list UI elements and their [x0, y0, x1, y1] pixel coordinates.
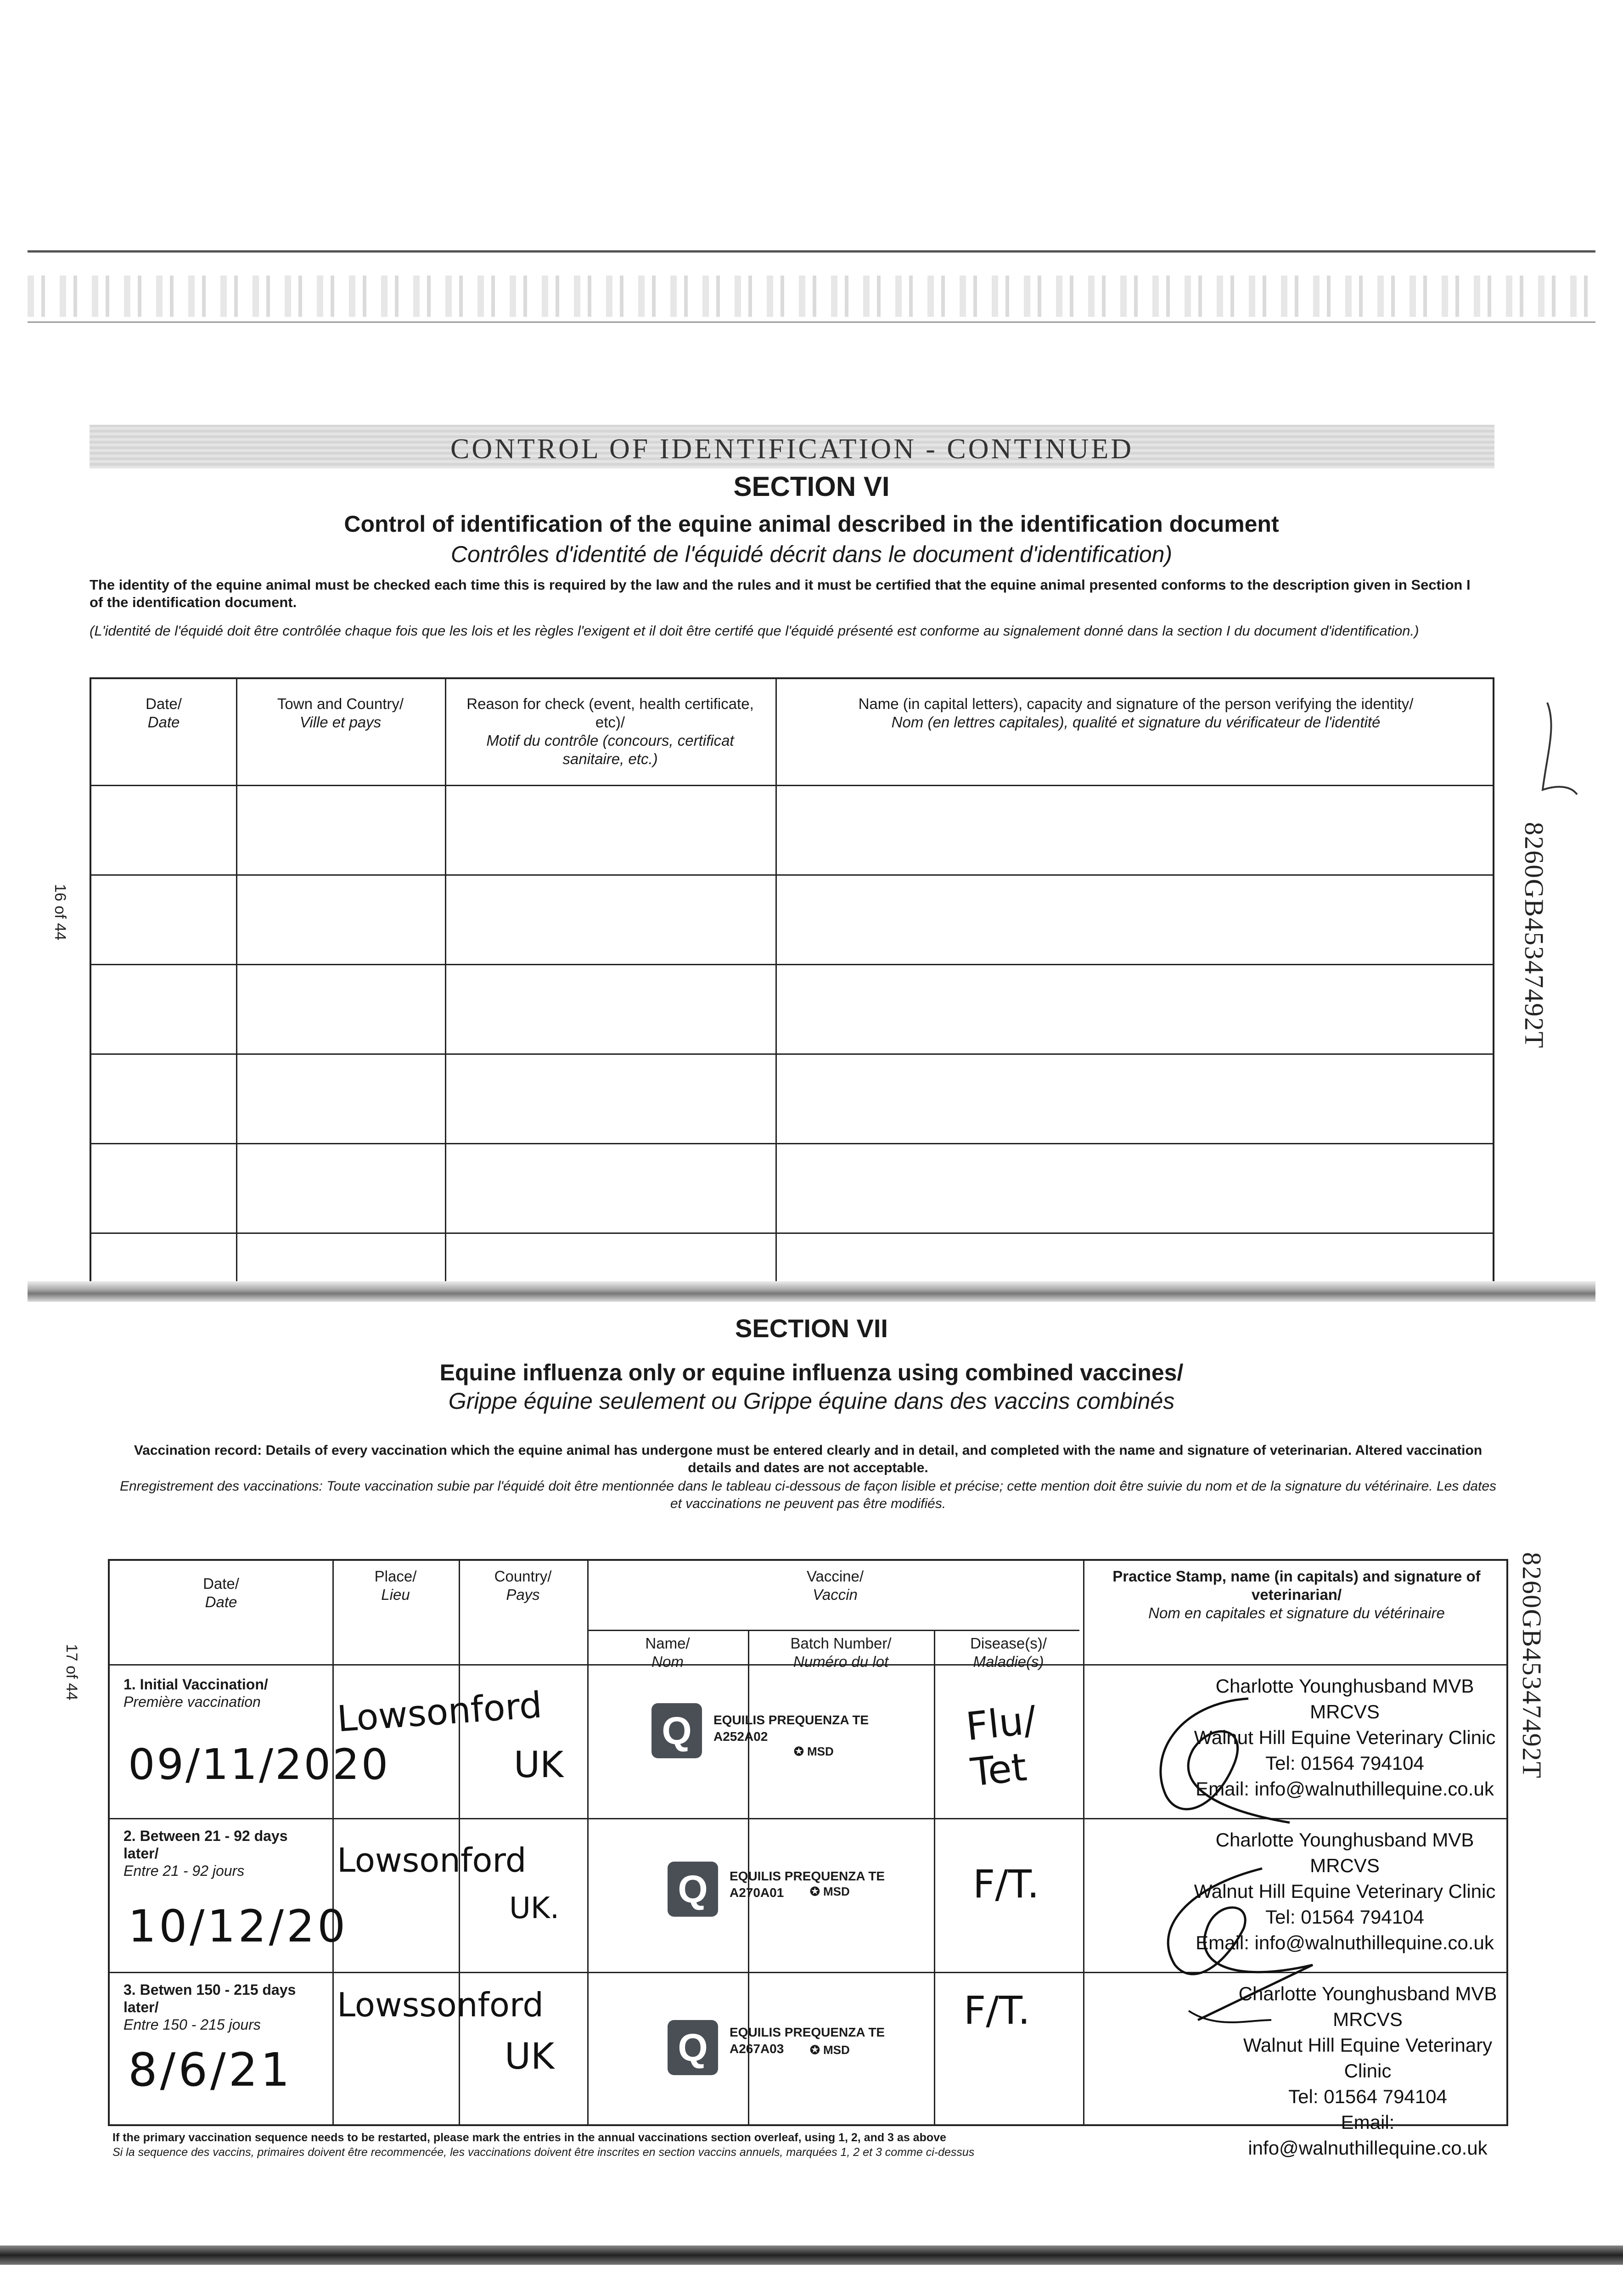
section-vi-heading: SECTION VI [733, 471, 890, 502]
col-header-reason: Reason for check (event, health certificate, etc)/ Motif du contrôle (concours, certificat sanitaire, etc.) [466, 695, 754, 767]
banner-title: CONTROL OF IDENTIFICATION - CONTINUED [450, 433, 1134, 465]
row1-vaccine: EQUILIS PREQUENZA TE [713, 1713, 869, 1727]
row3-vaccine: EQUILIS PREQUENZA TE [730, 2025, 885, 2039]
row3-place: Lowssonford [337, 1986, 544, 2024]
col-header-date: Date/ Date [203, 1575, 239, 1610]
section-vi-subtitle-fr: Contrôles d'identité de l'équidé décrit dans le document d'identification) [450, 541, 1173, 567]
row-label-second: 2. Between 21 - 92 days later/ Entre 21 - 92 jours [124, 1828, 288, 1879]
section-vii-heading: SECTION VII [735, 1314, 888, 1343]
col-header-disease: Disease(s)/ Maladie(s) [970, 1635, 1047, 1670]
scan-edge-line [28, 321, 1595, 323]
section-vii-subtitle-en: Equine influenza only or equine influenza using combined vaccines/ [439, 1360, 1184, 1385]
row2-date: 10/12/20 [128, 1901, 348, 1952]
msd-logo: ✪ MSD [794, 1745, 834, 1758]
col-header-vaccine: Vaccine/ Vaccin [806, 1568, 864, 1603]
row1-place: Lowsonford [336, 1684, 544, 1740]
page-number-bottom: 17 of 44 [63, 1644, 80, 1700]
section-vi-subtitle-en: Control of identification of the equine animal described in the identification document [344, 511, 1279, 537]
section-vii-note: Vaccination record: Details of every vaccination which the equine animal has undergone must be entered clearly and in detail, and completed with the name and signature of veterinarian. Altered vaccination details and dates are not acceptable. [134, 1443, 1483, 1475]
col-header-date: Date/ Date [146, 695, 182, 731]
section-vi-note-fr: (L'identité de l'équidé doit être contrôlée chaque fois que les lois et les règles l'exigent et il doit être certifé que l'équidé présenté est conforme au signalement donné dans la section I du document d'identification.) [90, 623, 1419, 639]
col-header-practice: Practice Stamp, name (in capitals) and signature of veterinarian/ Nom en capitales et signature du vétérinaire [1112, 1568, 1481, 1621]
section-banner [90, 425, 1494, 468]
row2-practice-stamp: Charlotte Younghusband MVB MRCVS Walnut Hill Equine Veterinary Clinic Tel: 01564 794104 Email: info@walnuthillequine.co.uk [1194, 1829, 1496, 1953]
vaccine-logo-icon: Q [668, 1862, 718, 1917]
row3-date: 8/6/21 [128, 2043, 292, 2097]
page-fold-band [28, 1281, 1595, 1302]
section-vii-subtitle-fr: Grippe équine seulement ou Grippe équine dans des vaccins combinés [448, 1388, 1175, 1414]
scan-noise-strip [28, 276, 1595, 317]
row2-vaccine: EQUILIS PREQUENZA TE [730, 1869, 885, 1883]
row3-practice-stamp: Charlotte Younghusband MVB MRCVS Walnut Hill Equine Veterinary Clinic Tel: 01564 794104 Email: info@walnuthillequine.co.uk [1238, 1983, 1497, 2159]
row3-disease: F/T. [964, 1988, 1030, 2033]
footer-note-en: If the primary vaccination sequence needs to be restarted, please mark the entries in the annual vaccinations section overleaf, using 1, 2, and 3 as above [112, 2131, 946, 2144]
row3-batch: A267A03 [730, 2042, 784, 2056]
col-header-place: Place/ Lieu [374, 1568, 417, 1603]
col-header-vaccine-name: Name/ Nom [645, 1635, 690, 1670]
msd-logo: ✪ MSD [810, 1885, 850, 1898]
pen-mark [1529, 698, 1584, 817]
row2-disease: F/T. [973, 1862, 1039, 1907]
col-header-batch: Batch Number/ Numéro du lot [790, 1635, 892, 1670]
section-vii-note-fr: Enregistrement des vaccinations: Toute vaccination subie par l'équidé doit être mentionnée dans le tableau ci-dessous de façon lisible et précise; cette mention doit être suivie du nom et de la signature du vétérinaire. Les dates et vaccinations ne peuvent pas être modifiés. [119, 1479, 1497, 1511]
vaccine-logo-icon: Q [651, 1703, 702, 1758]
row1-disease: Flu/ Tet [964, 1697, 1039, 1795]
identity-check-table [90, 677, 1494, 1297]
passport-number-bottom: 8260GB45347492T [1517, 1552, 1547, 1779]
row2-country: UK. [509, 1891, 560, 1925]
col-header-verifier: Name (in capital letters), capacity and signature of the person verifying the identity/ Nom (en lettres capitales), qualité et signature du vérificateur de l'identité [858, 695, 1414, 731]
row1-date: 09/11/2020 [128, 1740, 390, 1789]
page-number-top: 16 of 44 [51, 884, 69, 940]
col-header-country: Country/ Pays [494, 1568, 552, 1603]
col-header-town-country: Town and Country/ Ville et pays [277, 695, 404, 731]
vaccine-logo-icon: Q [668, 2020, 718, 2075]
row1-practice-stamp: Charlotte Younghusband MVB MRCVS Walnut Hill Equine Veterinary Clinic Tel: 01564 794104 Email: info@walnuthillequine.co.uk [1194, 1675, 1496, 1800]
msd-logo: ✪ MSD [810, 2043, 850, 2057]
row2-batch: A270A01 [730, 1885, 784, 1900]
section-vi-note-en: The identity of the equine animal must be checked each time this is required by the law and the rules and it must be certified that the equine animal presented conforms to the description given in Section I of the identification document. [90, 577, 1471, 610]
passport-number-top: 8260GB45347492T [1519, 822, 1549, 1049]
scan-edge-line [28, 250, 1595, 253]
row-label-third: 3. Betwen 150 - 215 days later/ Entre 150 - 215 jours [124, 1981, 296, 2033]
row-label-initial: 1. Initial Vaccination/ Première vaccination [124, 1676, 268, 1710]
row1-batch: A252A02 [713, 1729, 768, 1744]
scan-bottom-edge [0, 2245, 1623, 2265]
footer-note-fr: Si la sequence des vaccins, primaires doivent être recommencée, les vaccinations doivent être inscrites en section vaccins annuels, marquées 1, 2 et 3 comme ci-dessus [112, 2146, 975, 2159]
row2-place: Lowsonford [337, 1841, 527, 1880]
veterinarian-signature [1097, 1671, 1336, 2130]
row3-country: UK [505, 2036, 555, 2077]
row1-country: UK [514, 1745, 564, 1786]
